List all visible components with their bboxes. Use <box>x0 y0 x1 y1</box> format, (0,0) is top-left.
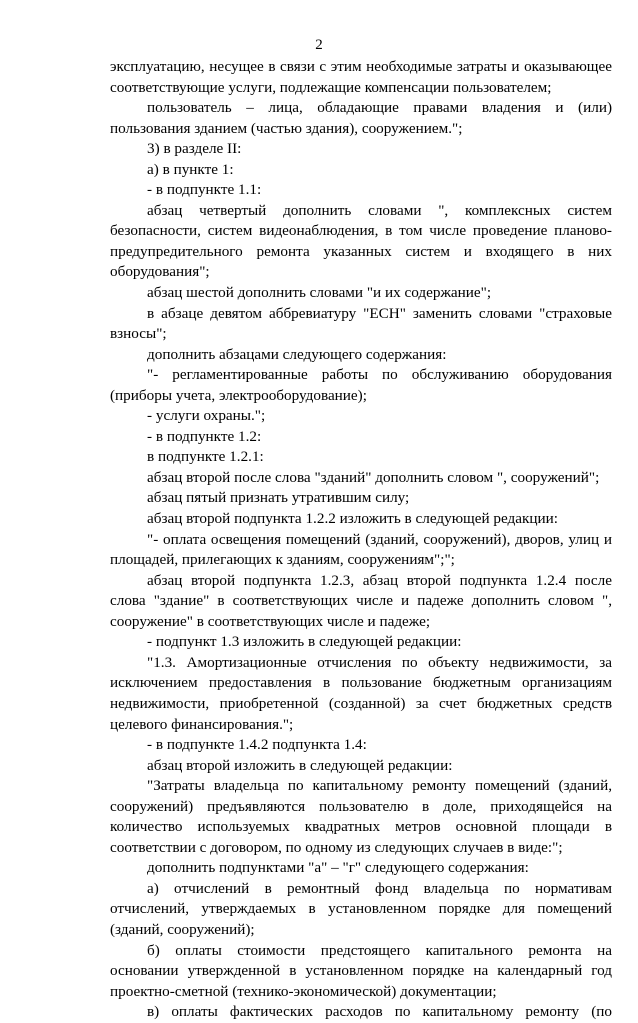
paragraph: "- оплата освещения помещений (зданий, сооружений), дворов, улиц и площадей, прилегающих к зданиям, сооружениям";"; <box>110 530 612 569</box>
paragraph: абзац второй изложить в следующей редакции: <box>147 756 453 774</box>
paragraph: абзац пятый признать утратившим силу; <box>147 489 410 507</box>
paragraph: "1.3. Амортизационные отчисления по объекту недвижимости, за исключением предоставления в пользование бюджетным организациям недвижимости, приобретенной (созданной) за счет бюджетных средств целевого финансирования."; <box>110 653 612 733</box>
paragraph: абзац второй подпункта 1.2.3, абзац второй подпункта 1.2.4 после слова "здание" в соответствующих числе и падеже дополнить словом ", сооружение" в соответствующих числе и падеже; <box>110 571 612 630</box>
paragraph: дополнить абзацами следующего содержания: <box>147 345 447 363</box>
paragraph: дополнить подпунктами "а" – "г" следующего содержания: <box>147 859 529 877</box>
paragraph: абзац шестой дополнить словами "и их содержание"; <box>147 284 492 302</box>
paragraph: а) отчислений в ремонтный фонд владельца по нормативам отчислений, утверждаемых в установленном порядке для помещений (зданий, сооружений); <box>110 879 612 938</box>
paragraph: в абзаце девятом аббревиатуру "ЕСН" заменить словами "страховые взносы"; <box>110 304 612 343</box>
paragraph: в подпункте 1.2.1: <box>147 448 264 466</box>
paragraph: а) в пункте 1: <box>147 160 234 178</box>
paragraph: абзац второй подпункта 1.2.2 изложить в следующей редакции: <box>147 510 558 528</box>
paragraph: "- регламентированные работы по обслуживанию оборудования (приборы учета, электрооборудование); <box>110 366 612 404</box>
paragraph: - в подпункте 1.1: <box>147 181 262 199</box>
paragraph: абзац второй после слова "зданий" дополнить словом ", сооружений"; <box>147 468 600 486</box>
paragraph: - подпункт 1.3 изложить в следующей редакции: <box>147 633 462 651</box>
paragraph: - услуги охраны."; <box>147 407 266 425</box>
paragraph: абзац четвертый дополнить словами ", комплексных систем безопасности, систем видеонаблюдения, в том числе проведение планово-предупредительного ремонта указанных систем и входящего в них оборудования"; <box>110 201 612 281</box>
paragraph: эксплуатацию, несущее в связи с этим необходимые затраты и оказывающее соответствующие услуги, подлежащие компенсации пользователем; <box>110 58 612 96</box>
paragraph: б) оплаты стоимости предстоящего капитального ремонта на основании утвержденной в установленном порядке на календарный год проектно-сметной (технико-экономической) документации; <box>110 941 612 1000</box>
paragraph: - в подпункте 1.4.2 подпункта 1.4: <box>147 736 367 754</box>
paragraph: "Затраты владельца по капитальному ремонту помещений (зданий, сооружений) предъявляются пользователю в доле, приходящейся на количество используемых квадратных метров основной площади в соответствии с договором, по одному из следующих случаев в виде:"; <box>110 777 612 856</box>
paragraph: 3) в разделе II: <box>147 140 242 158</box>
paragraph: - в подпункте 1.2: <box>147 427 262 445</box>
paragraph: пользователь – лица, обладающие правами владения и (или) пользования зданием (частью здания), сооружением."; <box>110 99 612 137</box>
document-body <box>110 57 612 1023</box>
paragraph: в) оплаты фактических расходов по капитальному ремонту (по <box>147 1003 612 1021</box>
page-number: 2 <box>315 37 323 53</box>
